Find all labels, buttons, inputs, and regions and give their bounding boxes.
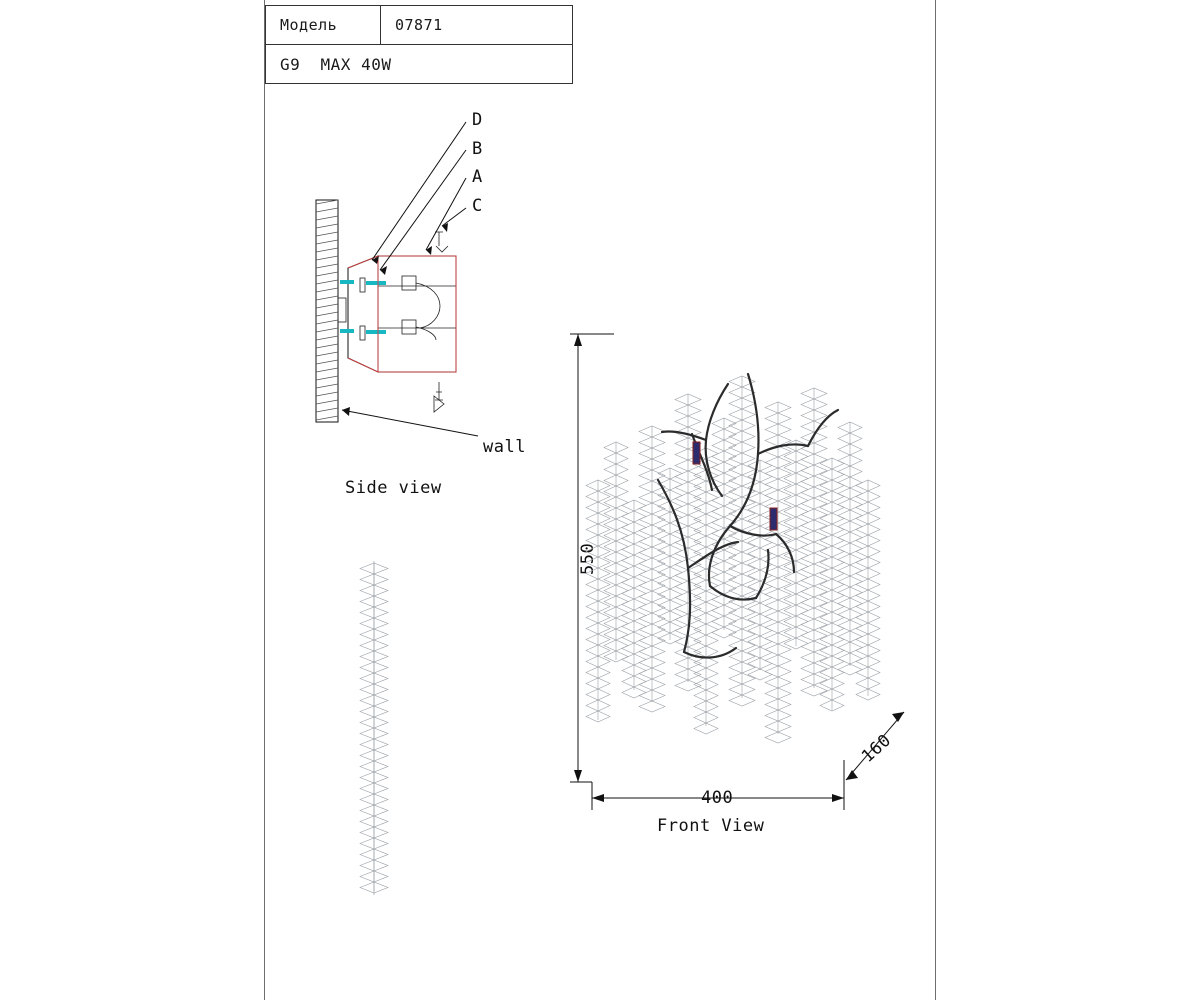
dimension-label-400: 400 — [701, 788, 734, 808]
wall-section — [316, 200, 346, 422]
callout-label-c: C — [472, 196, 483, 216]
lamp-spec: G9 MAX 40W — [280, 54, 392, 74]
callout-leaders — [342, 122, 478, 436]
model-label: Модель — [266, 6, 381, 44]
mounting-bracket — [340, 256, 456, 372]
front-view-caption: Front View — [657, 816, 765, 836]
title-block-row-lamp — [266, 45, 572, 84]
dimension-label-550: 550 — [578, 542, 598, 575]
title-block — [265, 5, 573, 84]
crystal-rod-detail — [330, 555, 450, 915]
callout-label-b: B — [472, 139, 483, 159]
fastener-symbols — [434, 232, 448, 412]
callout-label-a: A — [472, 167, 483, 187]
model-value: 07871 — [395, 16, 443, 34]
front-view-fixture — [580, 330, 980, 800]
callout-label-d: D — [472, 110, 483, 130]
title-block-row-model — [266, 6, 572, 45]
side-view-caption: Side view — [345, 478, 442, 498]
crystal-cluster — [586, 376, 880, 743]
dimension-label-160: 160 — [858, 730, 896, 767]
wall-label: wall — [483, 437, 526, 457]
